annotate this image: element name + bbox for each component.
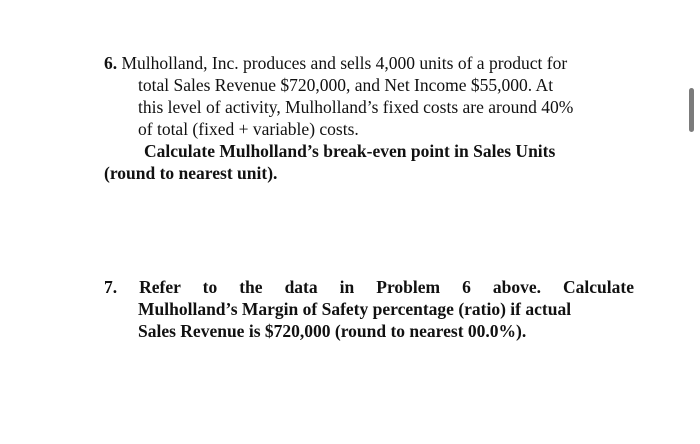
problem-6 (104, 52, 634, 184)
problem-7 (104, 276, 634, 342)
problem-6-question: Calculate Mulholland’s break-even point in Sales Units (144, 141, 556, 161)
problem-6-text-1: Mulholland, Inc. produces and sells 4,000 units of a product for (121, 53, 568, 73)
problem-6-line-2: total Sales Revenue $720,000, and Net Income $55,000. At (138, 75, 554, 95)
problem-6-line-1 (104, 52, 634, 74)
problem-7-line-3: Sales Revenue is $720,000 (round to nearest 00.0%). (138, 321, 527, 341)
vertical-scrollbar[interactable] (689, 88, 694, 132)
problem-6-number: 6. (104, 53, 118, 73)
problem-7-line-1: 7. Refer to the data in Problem 6 above. Calculate (104, 277, 634, 297)
problem-7-line-2: Mulholland’s Margin of Safety percentage (ratio) if actual (138, 299, 572, 319)
problem-6-line-4: of total (fixed + variable) costs. (138, 119, 359, 139)
problem-6-rounding-note: (round to nearest unit). (104, 163, 278, 183)
problem-6-line-3: this level of activity, Mulholland’s fixed costs are around 40% (138, 97, 574, 117)
